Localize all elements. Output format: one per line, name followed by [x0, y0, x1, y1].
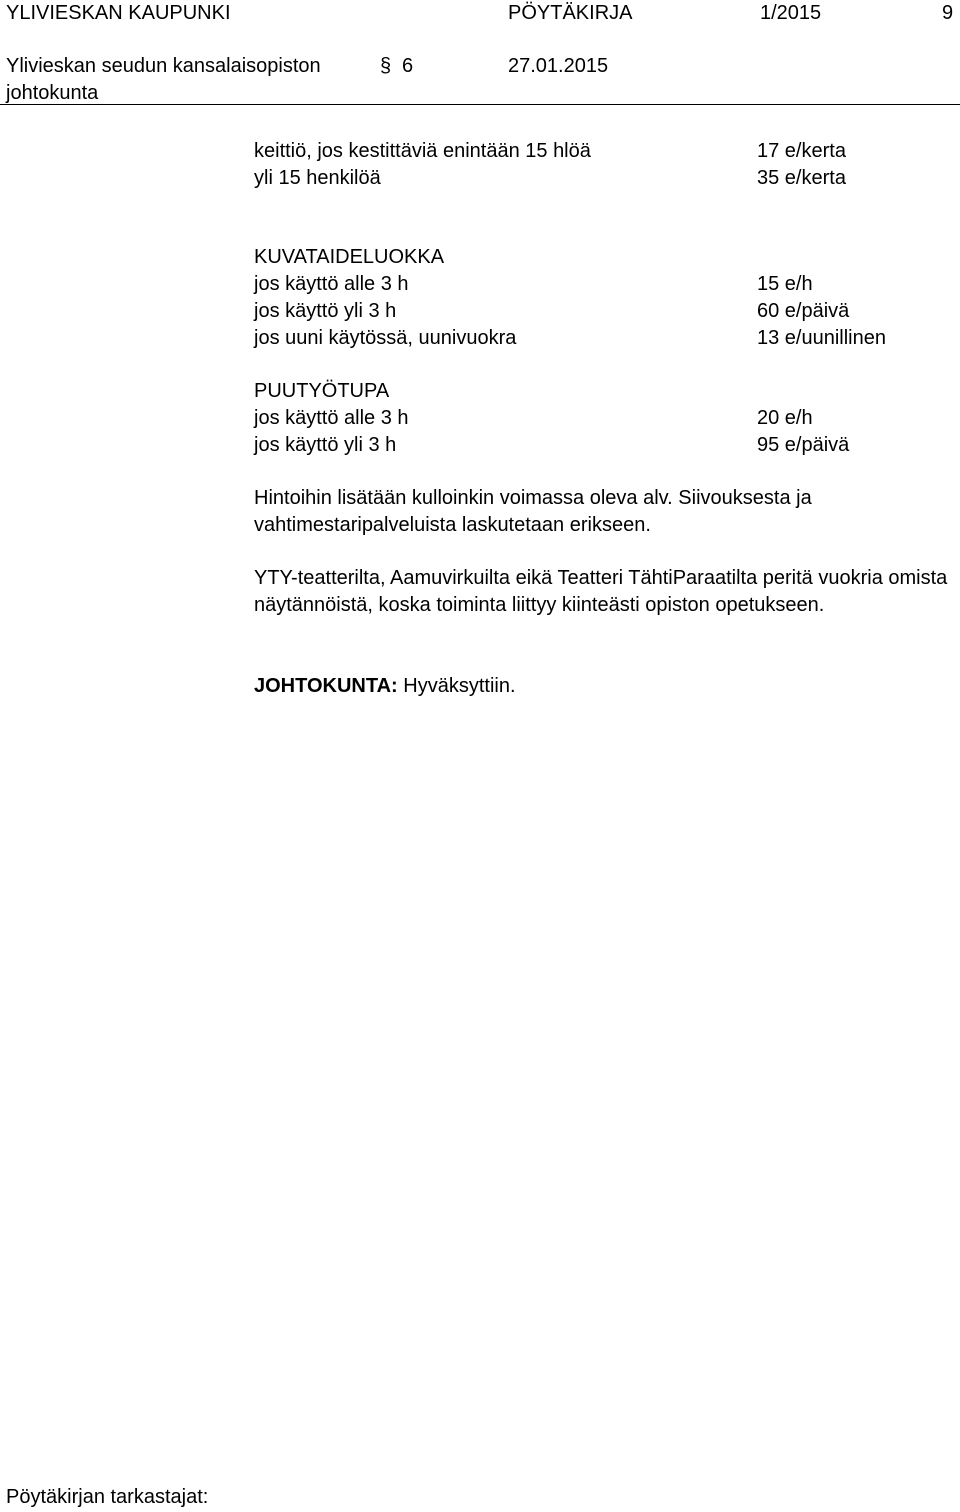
art-room-row-label: jos uuni käytössä, uunivuokra	[254, 327, 517, 349]
section-number: 6	[402, 55, 414, 77]
art-room-row-price: 60 e/päivä	[757, 300, 850, 322]
art-room-row-price: 15 e/h	[757, 273, 813, 295]
section-symbol: §	[380, 55, 392, 77]
woodshop-row-price: 20 e/h	[757, 407, 813, 429]
board-name-line2: johtokunta	[6, 82, 99, 104]
art-room-row-price: 13 e/uunillinen	[757, 327, 886, 349]
woodshop-row-label: jos käyttö yli 3 h	[254, 434, 397, 456]
woodshop-row-price: 95 e/päivä	[757, 434, 850, 456]
document-number: 1/2015	[760, 2, 822, 24]
board-name-line1: Ylivieskan seudun kansalaisopiston	[6, 55, 321, 77]
art-room-row-label: jos käyttö alle 3 h	[254, 273, 409, 295]
woodshop-row-label: jos käyttö alle 3 h	[254, 407, 409, 429]
kitchen-row-price: 17 e/kerta	[757, 140, 846, 162]
decision	[254, 673, 516, 700]
kitchen-row-label: keittiö, jos kestittäviä enintään 15 hlöä	[254, 140, 591, 162]
organization-name: YLIVIESKAN KAUPUNKI	[6, 2, 231, 24]
header-divider	[0, 104, 960, 105]
document-type: PÖYTÄKIRJA	[508, 2, 633, 24]
decision-text: Hyväksyttiin.	[403, 675, 516, 697]
art-room-row-label: jos käyttö yli 3 h	[254, 300, 397, 322]
page-number: 9	[942, 2, 954, 24]
vat-paragraph: Hintoihin lisätään kulloinkin voimassa oleva alv. Siivouksesta ja vahtimestaripalveluista laskutetaan erikseen.	[254, 487, 812, 536]
theatre-paragraph: YTY-teatterilta, Aamuvirkuilta eikä Teatteri TähtiParaatilta peritä vuokria omista näytännöistä, koska toiminta liittyy kiinteästi opiston opetukseen.	[254, 567, 948, 616]
kitchen-row-price: 35 e/kerta	[757, 167, 846, 189]
kitchen-row-label: yli 15 henkilöä	[254, 167, 381, 189]
reviewers-label: Pöytäkirjan tarkastajat:	[6, 1486, 209, 1508]
decision-label: JOHTOKUNTA:	[254, 675, 398, 697]
art-room-title: KUVATAIDELUOKKA	[254, 246, 445, 268]
meeting-date: 27.01.2015	[508, 55, 609, 77]
woodshop-title: PUUTYÖTUPA	[254, 380, 390, 402]
